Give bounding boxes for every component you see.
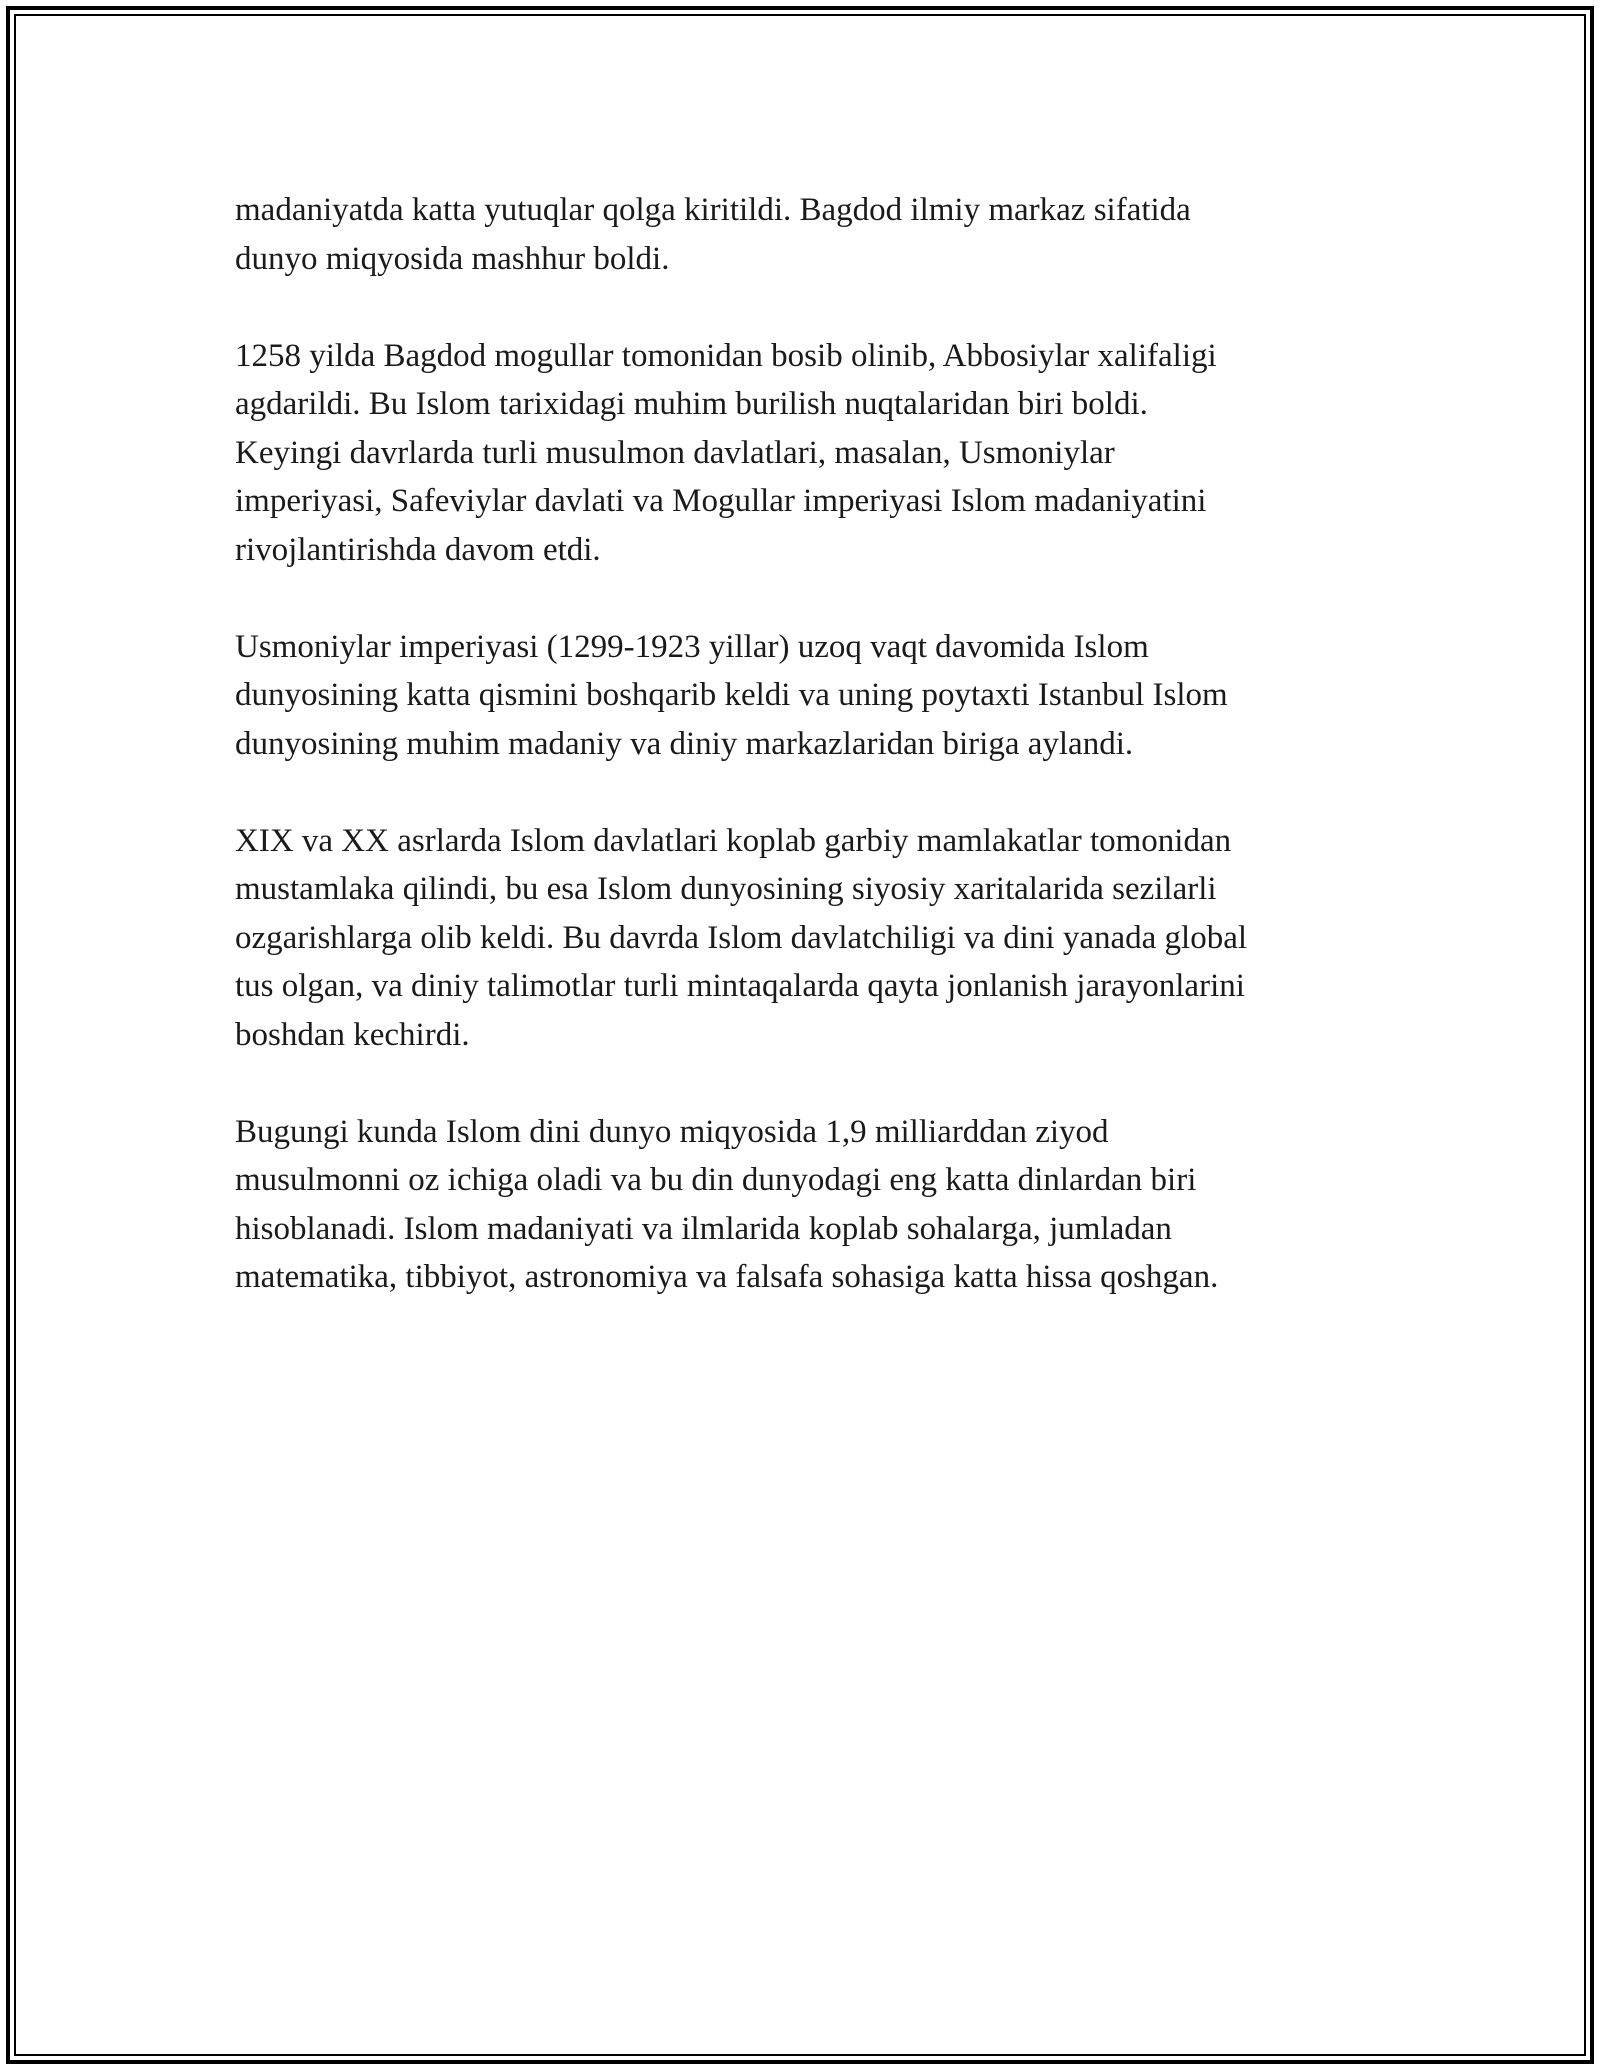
text-line: Keyingi davrlarda turli musulmon davlatlari, masalan, Usmoniylar [235,434,1115,471]
paragraph-2 [235,332,1375,575]
paragraph-5 [235,1108,1375,1302]
text-line: Usmoniylar imperiyasi (1299-1923 yillar) uzoq vaqt davomida Islom [235,628,1149,665]
text-line: hisoblanadi. Islom madaniyati va ilmlarida koplab sohalarga, jumladan [235,1210,1172,1247]
text-line: dunyo miqyosida mashhur boldi. [235,240,670,277]
text-line: matematika, tibbiyot, astronomiya va falsafa sohasiga katta hissa qoshgan. [235,1259,1219,1295]
paragraph-3 [235,623,1375,769]
text-line: dunyosining muhim madaniy va diniy markazlaridan biriga aylandi. [235,725,1134,762]
text-line: boshdan kechirdi. [235,1016,470,1053]
text-line: dunyosining katta qismini boshqarib keldi va uning poytaxti Istanbul Islom [235,677,1228,713]
text-line: mustamlaka qilindi, bu esa Islom dunyosining siyosiy xaritalarida sezilarli [235,871,1217,907]
text-line: XIX va XX asrlarda Islom davlatlari koplab garbiy mamlakatlar tomonidan [235,822,1232,859]
document-body [235,186,1375,1350]
text-line: madaniyatda katta yutuqlar qolga kiritildi. Bagdod ilmiy markaz sifatida [235,192,1191,228]
text-line: Bugungi kunda Islom dini dunyo miqyosida 1,9 milliarddan ziyod [235,1113,1109,1150]
text-line: musulmonni oz ichiga oladi va bu din dunyodagi eng katta dinlardan biri [235,1162,1197,1198]
text-line: ozgarishlarga olib keldi. Bu davrda Islom davlatchiligi va dini yanada global [235,919,1248,956]
text-line: agdarildi. Bu Islom tarixidagi muhim burilish nuqtalaridan biri boldi. [235,386,1148,422]
text-line: imperiyasi, Safeviylar davlati va Mogullar imperiyasi Islom madaniyatini [235,483,1207,519]
paragraph-4 [235,817,1375,1060]
text-line: 1258 yilda Bagdod mogullar tomonidan bosib olinib, Abbosiylar xalifaligi [235,337,1217,374]
paragraph-1 [235,186,1375,283]
text-line: rivojlantirishda davom etdi. [235,531,601,568]
text-line: tus olgan, va diniy talimotlar turli mintaqalarda qayta jonlanish jarayonlarini [235,968,1245,1004]
